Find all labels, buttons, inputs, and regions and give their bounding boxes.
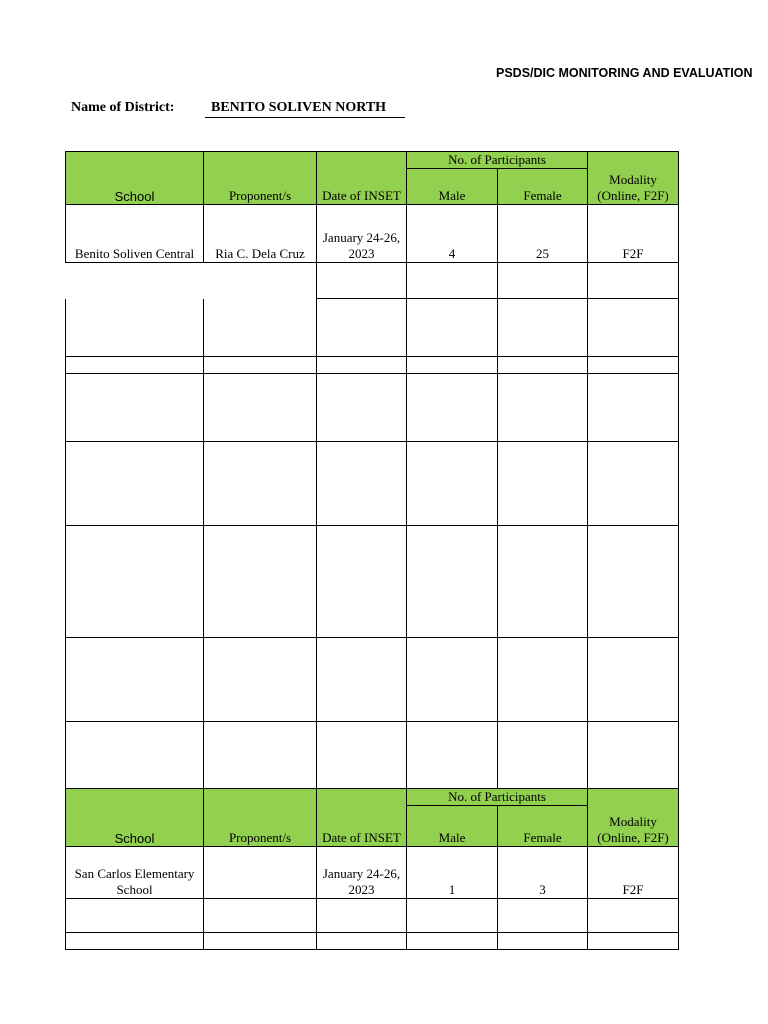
header-modality: Modality (Online, F2F) [588,152,679,205]
table-row [66,933,679,950]
header-school: School [66,152,204,205]
header-female: Female [498,169,588,205]
header-male: Male [407,169,498,205]
header-participants: No. of Participants [407,152,588,169]
header-school: School [66,789,204,847]
table-row [66,722,679,790]
header-proponents: Proponent/s [204,152,317,205]
cell-school: Benito Soliven Central [66,205,204,263]
header-proponents: Proponent/s [204,789,317,847]
table-row [66,205,679,263]
table-row [66,899,679,933]
cell-modality: F2F [588,847,679,899]
header-date: Date of INSET [317,789,407,847]
cell-proponents [204,847,317,899]
header-date: Date of INSET [317,152,407,205]
table-row [66,638,679,722]
district-name: BENITO SOLIVEN NORTH [205,100,405,118]
sheet-title: PSDS/DIC MONITORING AND EVALUATION [496,66,753,80]
cell-modality: F2F [588,205,679,263]
cell-female: 25 [498,205,588,263]
cell-female: 3 [498,847,588,899]
header-female: Female [498,806,588,847]
cell-male: 1 [407,847,498,899]
table-row [66,847,679,899]
inset-table-2 [65,788,679,950]
district-label: Name of District: [71,100,175,115]
cell-proponents: Ria C. Dela Cruz [204,205,317,263]
cell-date: January 24-26, 2023 [317,205,407,263]
table-row [66,442,679,526]
cell-school: San Carlos Elementary School [66,847,204,899]
table-row [66,374,679,442]
header-participants: No. of Participants [407,789,588,806]
header-modality: Modality (Online, F2F) [588,789,679,847]
table-row [66,357,679,374]
cell-date: January 24-26, 2023 [317,847,407,899]
header-male: Male [407,806,498,847]
table-row [66,299,679,357]
cell-male: 4 [407,205,498,263]
inset-table-1 [65,151,679,790]
table-row [66,263,679,299]
table-row [66,526,679,638]
